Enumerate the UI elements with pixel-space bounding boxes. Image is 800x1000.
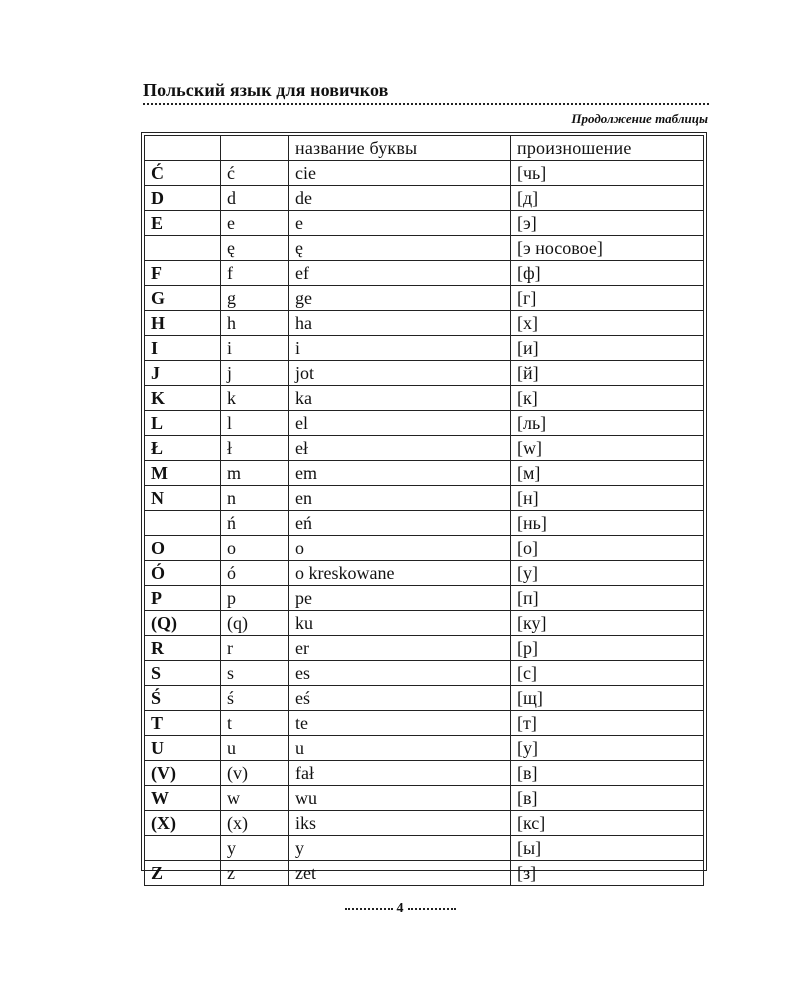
- table-row: [145, 211, 704, 236]
- table-row: [145, 786, 704, 811]
- pronunciation-cell: [и]: [511, 336, 704, 361]
- table-row: [145, 311, 704, 336]
- uppercase-cell: I: [145, 336, 221, 361]
- pronunciation-cell: [ку]: [511, 611, 704, 636]
- pronunciation-cell: [р]: [511, 636, 704, 661]
- table-row: [145, 861, 704, 886]
- lowercase-cell: p: [221, 586, 289, 611]
- uppercase-cell: Ó: [145, 561, 221, 586]
- table-row: [145, 161, 704, 186]
- table-row: [145, 461, 704, 486]
- letter-name-cell: ka: [289, 386, 511, 411]
- pronunciation-cell: [с]: [511, 661, 704, 686]
- lowercase-cell: d: [221, 186, 289, 211]
- uppercase-cell: G: [145, 286, 221, 311]
- letter-name-cell: wu: [289, 786, 511, 811]
- uppercase-cell: K: [145, 386, 221, 411]
- letter-name-cell: er: [289, 636, 511, 661]
- table-row: [145, 186, 704, 211]
- table-row: [145, 236, 704, 261]
- table-row: [145, 811, 704, 836]
- pronunciation-cell: [о]: [511, 536, 704, 561]
- uppercase-cell: Ć: [145, 161, 221, 186]
- uppercase-cell: M: [145, 461, 221, 486]
- lowercase-cell: t: [221, 711, 289, 736]
- pronunciation-cell: [э носовое]: [511, 236, 704, 261]
- pronunciation-cell: [к]: [511, 386, 704, 411]
- uppercase-cell: O: [145, 536, 221, 561]
- table-row: [145, 486, 704, 511]
- table-row: [145, 686, 704, 711]
- table-row: [145, 661, 704, 686]
- letter-name-cell: u: [289, 736, 511, 761]
- lowercase-cell: (x): [221, 811, 289, 836]
- header-dotted-rule: [143, 103, 709, 105]
- lowercase-cell: m: [221, 461, 289, 486]
- uppercase-cell: N: [145, 486, 221, 511]
- lowercase-cell: ę: [221, 236, 289, 261]
- letter-name-cell: eś: [289, 686, 511, 711]
- letter-name-cell: de: [289, 186, 511, 211]
- lowercase-cell: i: [221, 336, 289, 361]
- lowercase-cell: o: [221, 536, 289, 561]
- letter-name-cell: o kreskowane: [289, 561, 511, 586]
- letter-name-cell: pe: [289, 586, 511, 611]
- lowercase-cell: z: [221, 861, 289, 886]
- table-row: [145, 411, 704, 436]
- header-uppercase: [145, 136, 221, 161]
- pronunciation-cell: [п]: [511, 586, 704, 611]
- letter-name-cell: es: [289, 661, 511, 686]
- uppercase-cell: [145, 836, 221, 861]
- page-number: 4: [396, 901, 404, 916]
- uppercase-cell: U: [145, 736, 221, 761]
- table-row: [145, 836, 704, 861]
- uppercase-cell: Z: [145, 861, 221, 886]
- letter-name-cell: o: [289, 536, 511, 561]
- lowercase-cell: ł: [221, 436, 289, 461]
- letter-name-cell: eń: [289, 511, 511, 536]
- lowercase-cell: ń: [221, 511, 289, 536]
- table-row: [145, 286, 704, 311]
- pronunciation-cell: [т]: [511, 711, 704, 736]
- table-row: [145, 336, 704, 361]
- table-row: [145, 436, 704, 461]
- alphabet-table-frame: [141, 132, 707, 883]
- table-row: [145, 711, 704, 736]
- letter-name-cell: y: [289, 836, 511, 861]
- uppercase-cell: F: [145, 261, 221, 286]
- letter-name-cell: el: [289, 411, 511, 436]
- letter-name-cell: ef: [289, 261, 511, 286]
- uppercase-cell: P: [145, 586, 221, 611]
- pronunciation-cell: [у]: [511, 561, 704, 586]
- header-pronunciation: произношение: [511, 136, 704, 161]
- letter-name-cell: iks: [289, 811, 511, 836]
- table-row: [145, 361, 704, 386]
- table-row: [145, 386, 704, 411]
- letter-name-cell: ha: [289, 311, 511, 336]
- table-row: [145, 736, 704, 761]
- lowercase-cell: f: [221, 261, 289, 286]
- footer-dots-right: [408, 908, 456, 910]
- lowercase-cell: y: [221, 836, 289, 861]
- lowercase-cell: e: [221, 211, 289, 236]
- table-row: [145, 761, 704, 786]
- lowercase-cell: ć: [221, 161, 289, 186]
- pronunciation-cell: [у]: [511, 736, 704, 761]
- pronunciation-cell: [з]: [511, 861, 704, 886]
- table-continuation-note: Продолжение таблицы: [571, 111, 708, 126]
- pronunciation-cell: [в]: [511, 761, 704, 786]
- table-header-row: [145, 136, 704, 161]
- letter-name-cell: te: [289, 711, 511, 736]
- uppercase-cell: D: [145, 186, 221, 211]
- lowercase-cell: u: [221, 736, 289, 761]
- letter-name-cell: cie: [289, 161, 511, 186]
- letter-name-cell: ku: [289, 611, 511, 636]
- uppercase-cell: (Q): [145, 611, 221, 636]
- lowercase-cell: l: [221, 411, 289, 436]
- pronunciation-cell: [н]: [511, 486, 704, 511]
- lowercase-cell: (q): [221, 611, 289, 636]
- table-row: [145, 511, 704, 536]
- uppercase-cell: E: [145, 211, 221, 236]
- pronunciation-cell: [ф]: [511, 261, 704, 286]
- alphabet-table-body: [145, 161, 704, 886]
- table-row: [145, 261, 704, 286]
- table-row: [145, 536, 704, 561]
- pronunciation-cell: [э]: [511, 211, 704, 236]
- pronunciation-cell: [г]: [511, 286, 704, 311]
- pronunciation-cell: [в]: [511, 786, 704, 811]
- uppercase-cell: S: [145, 661, 221, 686]
- pronunciation-cell: [w]: [511, 436, 704, 461]
- letter-name-cell: jot: [289, 361, 511, 386]
- lowercase-cell: ó: [221, 561, 289, 586]
- uppercase-cell: H: [145, 311, 221, 336]
- pronunciation-cell: [х]: [511, 311, 704, 336]
- uppercase-cell: L: [145, 411, 221, 436]
- lowercase-cell: k: [221, 386, 289, 411]
- uppercase-cell: Ł: [145, 436, 221, 461]
- uppercase-cell: [145, 511, 221, 536]
- lowercase-cell: (v): [221, 761, 289, 786]
- letter-name-cell: e: [289, 211, 511, 236]
- pronunciation-cell: [м]: [511, 461, 704, 486]
- uppercase-cell: (V): [145, 761, 221, 786]
- lowercase-cell: h: [221, 311, 289, 336]
- running-head-title: Польский язык для новичков: [143, 80, 389, 100]
- lowercase-cell: s: [221, 661, 289, 686]
- table-row: [145, 586, 704, 611]
- pronunciation-cell: [й]: [511, 361, 704, 386]
- pronunciation-cell: [кс]: [511, 811, 704, 836]
- pronunciation-cell: [нь]: [511, 511, 704, 536]
- uppercase-cell: T: [145, 711, 221, 736]
- header-lowercase: [221, 136, 289, 161]
- letter-name-cell: eł: [289, 436, 511, 461]
- letter-name-cell: ę: [289, 236, 511, 261]
- letter-name-cell: fał: [289, 761, 511, 786]
- uppercase-cell: Ś: [145, 686, 221, 711]
- letter-name-cell: en: [289, 486, 511, 511]
- letter-name-cell: i: [289, 336, 511, 361]
- uppercase-cell: R: [145, 636, 221, 661]
- lowercase-cell: g: [221, 286, 289, 311]
- lowercase-cell: ś: [221, 686, 289, 711]
- footer-dots-left: [345, 908, 393, 910]
- pronunciation-cell: [щ]: [511, 686, 704, 711]
- alphabet-table: [144, 135, 704, 886]
- uppercase-cell: (X): [145, 811, 221, 836]
- table-row: [145, 636, 704, 661]
- uppercase-cell: W: [145, 786, 221, 811]
- pronunciation-cell: [ль]: [511, 411, 704, 436]
- lowercase-cell: w: [221, 786, 289, 811]
- letter-name-cell: em: [289, 461, 511, 486]
- uppercase-cell: [145, 236, 221, 261]
- pronunciation-cell: [чь]: [511, 161, 704, 186]
- table-row: [145, 561, 704, 586]
- letter-name-cell: zet: [289, 861, 511, 886]
- pronunciation-cell: [ы]: [511, 836, 704, 861]
- pronunciation-cell: [д]: [511, 186, 704, 211]
- lowercase-cell: r: [221, 636, 289, 661]
- lowercase-cell: j: [221, 361, 289, 386]
- page-footer: [0, 900, 800, 918]
- header-letter-name: название буквы: [289, 136, 511, 161]
- uppercase-cell: J: [145, 361, 221, 386]
- letter-name-cell: ge: [289, 286, 511, 311]
- table-row: [145, 611, 704, 636]
- lowercase-cell: n: [221, 486, 289, 511]
